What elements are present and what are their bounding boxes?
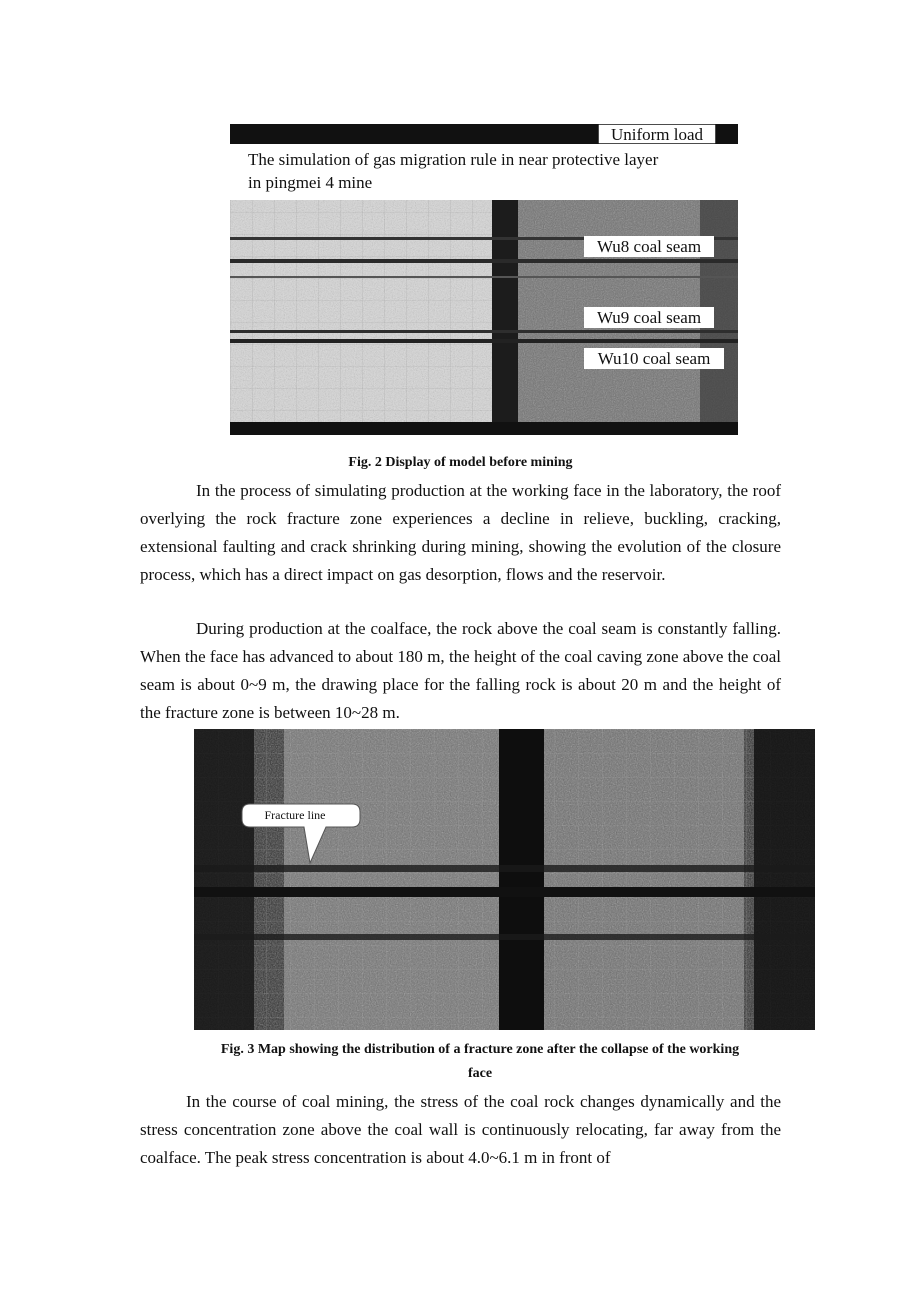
- figure-3-image: [194, 729, 815, 1030]
- figure-3-caption-line1: Fig. 3 Map showing the distribution of a fracture zone after the collapse of the working: [220, 1042, 740, 1057]
- figure-2-title-line2: in pingmei 4 mine: [248, 173, 373, 192]
- figure-3-fracture-photo: [194, 729, 815, 1030]
- paragraph-1: In the process of simulating production at the working face in the laboratory, the roof overlying the rock fracture zone experiences a decline in relieve, buckling, cracking, extensional faulting and crack shrinking during mining, showing the evolution of the closure process, which has a direct impact on gas desorption, flows and the reservoir.: [140, 481, 781, 584]
- fracture-line-label: Fracture line: [264, 808, 326, 822]
- seam-label-wu8: Wu8 coal seam: [596, 237, 702, 256]
- figure-2-image: [230, 124, 738, 435]
- figure-3-caption: [160, 1038, 800, 1086]
- figure-2-title-line1: The simulation of gas migration rule in near protective layer: [248, 150, 659, 169]
- seam-label-wu10: Wu10 coal seam: [597, 349, 711, 368]
- figure-2-model-photo: [230, 124, 738, 435]
- paragraph-2: During production at the coalface, the rock above the coal seam is constantly falling. When the face has advanced to about 180 m, the height of the coal caving zone above the coal seam is about 0~9 m, the drawing place for the falling rock is about 20 m and the height of the fracture zone is between 10~28 m.: [140, 619, 781, 722]
- uniform-load-label: Uniform load: [610, 125, 704, 144]
- seam-label-wu9: Wu9 coal seam: [596, 308, 702, 327]
- figure-3-caption-line2: face: [467, 1066, 493, 1081]
- figure-2-caption: Fig. 2 Display of model before mining: [348, 455, 573, 470]
- paragraph-3: In the course of coal mining, the stress of the coal rock changes dynamically and the stress concentration zone above the coal wall is continuously relocating, far away from the coalface. The peak stress concentration is about 4.0~6.1 m in front of: [140, 1092, 781, 1167]
